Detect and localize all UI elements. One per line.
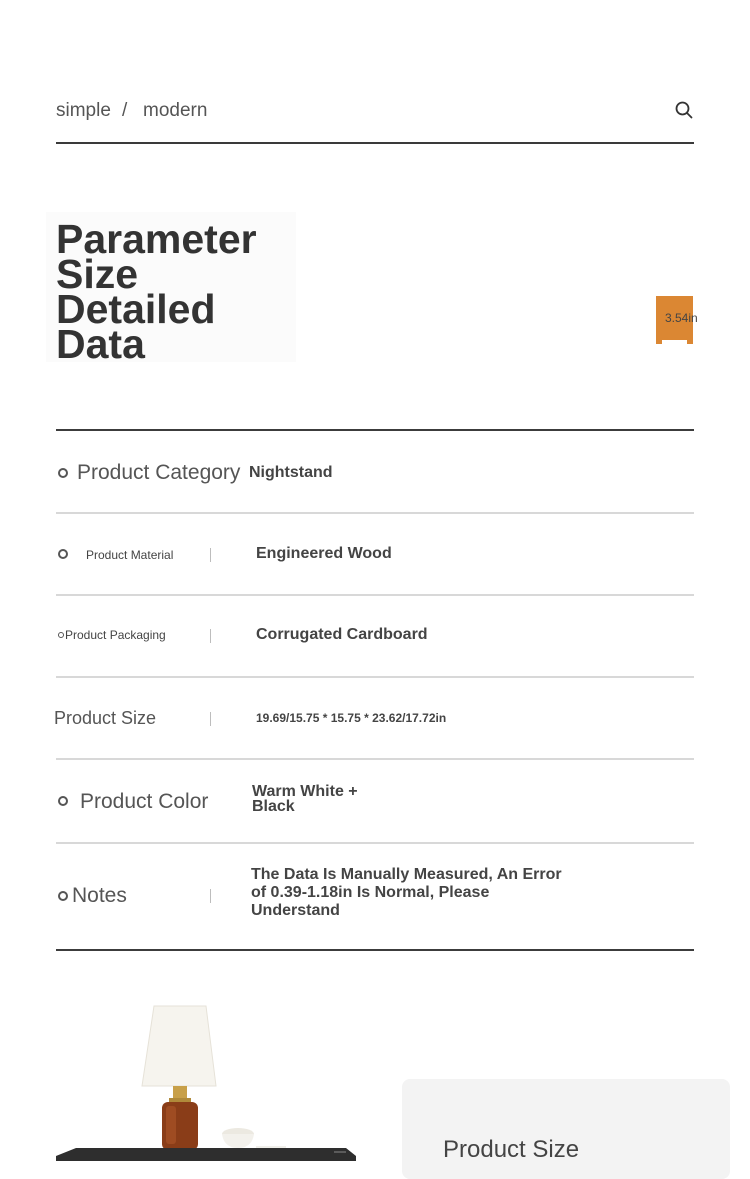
product-size-card <box>402 1079 730 1179</box>
spec-row-notes <box>0 844 750 949</box>
bullet-icon <box>58 468 68 478</box>
breadcrumb-modern[interactable]: modern <box>143 100 208 121</box>
spec-row-color <box>0 760 750 842</box>
title-line-1: Parameter <box>56 216 257 262</box>
column-divider <box>210 889 211 903</box>
column-divider <box>210 712 211 726</box>
page-title <box>46 212 296 367</box>
column-divider <box>210 629 211 643</box>
nightstand-lamp-illustration <box>56 1000 356 1161</box>
spec-label: Product Category <box>77 461 241 484</box>
spec-value-line: Black <box>252 798 295 815</box>
spec-label: Product Color <box>80 790 209 813</box>
spec-label: Product Material <box>86 548 174 562</box>
title-line-3: Detailed <box>56 286 216 332</box>
dimension-badge <box>656 296 698 344</box>
bullet-icon <box>58 632 64 638</box>
spec-value: 19.69/15.75 * 15.75 * 23.62/17.72in <box>256 711 447 725</box>
table-bottom-rule <box>56 949 694 951</box>
search-icon[interactable] <box>674 100 694 120</box>
search-bar[interactable] <box>56 88 694 144</box>
dimension-badge-text: 3.54in <box>665 311 698 325</box>
title-line-2: Size <box>56 251 139 297</box>
spec-row-packaging <box>0 596 750 676</box>
product-image <box>56 1000 356 1161</box>
spec-value-line: Warm White + <box>252 783 358 800</box>
spec-value: Engineered Wood <box>256 545 392 562</box>
spec-value: Corrugated Cardboard <box>256 626 428 643</box>
spec-value-line: of 0.39-1.18in Is Normal, Please <box>251 884 490 901</box>
spec-value-line: Understand <box>251 902 340 919</box>
bullet-icon <box>58 549 68 559</box>
title-line-4: Data <box>56 321 145 367</box>
breadcrumb-simple[interactable]: simple <box>56 100 111 121</box>
bullet-icon <box>58 891 68 901</box>
column-divider <box>210 548 211 562</box>
spec-value-line: The Data Is Manually Measured, An Error <box>251 866 562 883</box>
spec-row-material <box>0 514 750 594</box>
spec-label: Notes <box>72 884 127 907</box>
spec-row-category <box>0 431 750 512</box>
spec-row-size <box>0 678 750 758</box>
product-size-card-title: Product Size <box>443 1136 580 1163</box>
spec-label: Product Packaging <box>65 628 166 642</box>
breadcrumb-separator: / <box>122 100 128 121</box>
spec-label: Product Size <box>54 708 157 728</box>
spec-value: Nightstand <box>249 464 333 481</box>
badge-notch <box>662 340 687 344</box>
bullet-icon <box>58 796 68 806</box>
